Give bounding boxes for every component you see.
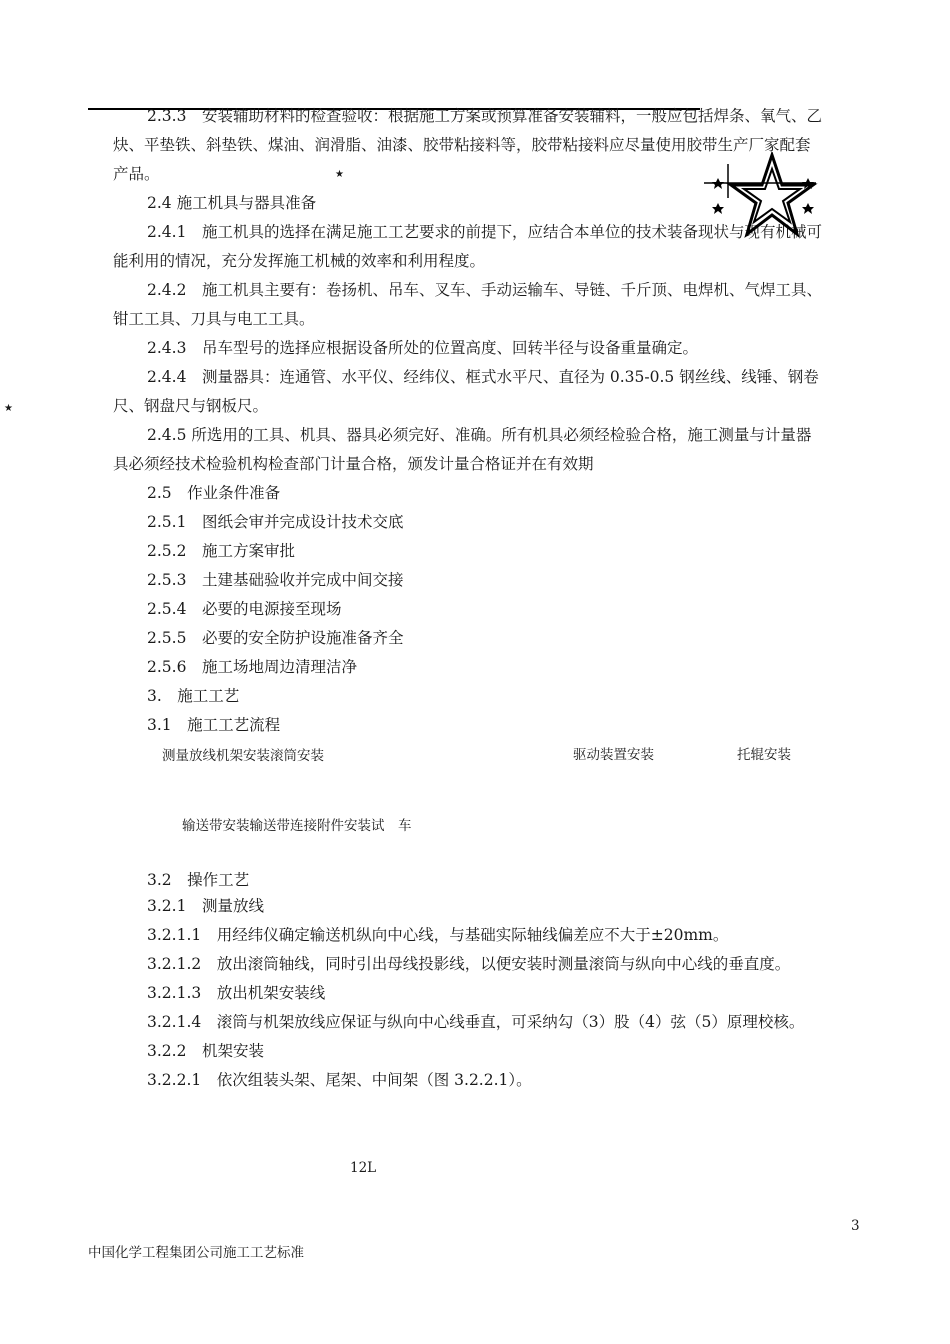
mark-icon: ★ bbox=[335, 169, 344, 180]
text-line: 2.4.5 所选用的工具、机具、器具必须完好、准确。所有机具必须经检验合格，施工测量与计量器 bbox=[147, 426, 812, 444]
text-line: 尺、钢盘尺与钢板尺。 bbox=[113, 397, 269, 415]
section-heading: 2.5 作业条件准备 bbox=[147, 484, 281, 502]
section-heading: 3.1 施工工艺流程 bbox=[147, 716, 281, 734]
text-line: 能利用的情况，充分发挥施工机械的效率和利用程度。 bbox=[113, 252, 486, 270]
text-line: 3.2.2 机架安装 bbox=[147, 1042, 264, 1060]
text-line: 2.5.6 施工场地周边清理洁净 bbox=[147, 658, 357, 676]
text-line: 2.3.3 安装辅助材料的检查验收：根据施工方案或预算准备安装辅料，一般应包括焊条、氧气、乙 bbox=[147, 107, 822, 125]
text-line: 2.4.1 施工机具的选择在满足施工工艺要求的前提下，应结合本单位的技术装备现状与现有机械可 bbox=[147, 223, 822, 241]
text-line: 2.5.5 必要的安全防护设施准备齐全 bbox=[147, 629, 404, 647]
text-line: 3.2.1.3 放出机架安装线 bbox=[147, 984, 326, 1002]
text-line: 具必须经技术检验机构检查部门计量合格，颁发计量合格证并在有效期 bbox=[113, 455, 594, 473]
text-line: 钳工工具、刀具与电工工具。 bbox=[113, 310, 315, 328]
text-line: 3.2.1.4 滚筒与机架放线应保证与纵向中心线垂直，可采纳勾（3）股（4）弦（5）原理校核。 bbox=[147, 1013, 805, 1031]
footer-text: 中国化学工程集团公司施工工艺标准 bbox=[88, 1245, 304, 1261]
text-line: 3.2.1 测量放线 bbox=[147, 897, 264, 915]
text-line: 2.4.4 测量器具：连通管、水平仪、经纬仪、框式水平尺、直径为 0.35-0.5 钢丝线、线锤、钢卷 bbox=[147, 368, 819, 386]
text-line: 2.5.2 施工方案审批 bbox=[147, 542, 295, 560]
star-stamp-icon bbox=[700, 152, 820, 262]
text-line: 3.2.2.1 依次组装头架、尾架、中间架（图 3.2.2.1）。 bbox=[147, 1071, 532, 1089]
flow-step: 输送带安装输送带连接附件安装试 车 bbox=[182, 818, 412, 834]
text-line: 2.5.4 必要的电源接至现场 bbox=[147, 600, 342, 618]
figure-label: 12L bbox=[350, 1160, 377, 1176]
text-line: 3.2.1.1 用经纬仪确定输送机纵向中心线，与基础实际轴线偏差应不大于±20mm。 bbox=[147, 926, 729, 944]
section-heading: 2.4 施工机具与器具准备 bbox=[147, 194, 317, 212]
mark-icon: ★ bbox=[4, 403, 13, 414]
text-line: 炔、平垫铁、斜垫铁、煤油、润滑脂、油漆、胶带粘接料等，胶带粘接料应尽量使用胶带生产厂家配套 bbox=[113, 136, 811, 154]
text-line: 2.4.2 施工机具主要有：卷扬机、吊车、叉车、手动运输车、导链、千斤顶、电焊机、气焊工具、 bbox=[147, 281, 822, 299]
section-heading: 3.2 操作工艺 bbox=[147, 871, 250, 889]
section-heading: 3. 施工工艺 bbox=[147, 687, 240, 705]
flow-step: 测量放线机架安装滚筒安装 bbox=[162, 748, 324, 764]
text-line: 2.4.3 吊车型号的选择应根据设备所处的位置高度、回转半径与设备重量确定。 bbox=[147, 339, 698, 357]
text-line: 产品。 bbox=[113, 165, 160, 183]
text-line: 2.5.3 土建基础验收并完成中间交接 bbox=[147, 571, 404, 589]
page-number: 3 bbox=[851, 1218, 860, 1234]
text-line: 3.2.1.2 放出滚筒轴线，同时引出母线投影线，以便安装时测量滚筒与纵向中心线的垂直度。 bbox=[147, 955, 791, 973]
flow-step: 托辊安装 bbox=[737, 747, 791, 763]
text-line: 2.5.1 图纸会审并完成设计技术交底 bbox=[147, 513, 404, 531]
flow-step: 驱动装置安装 bbox=[573, 747, 654, 763]
